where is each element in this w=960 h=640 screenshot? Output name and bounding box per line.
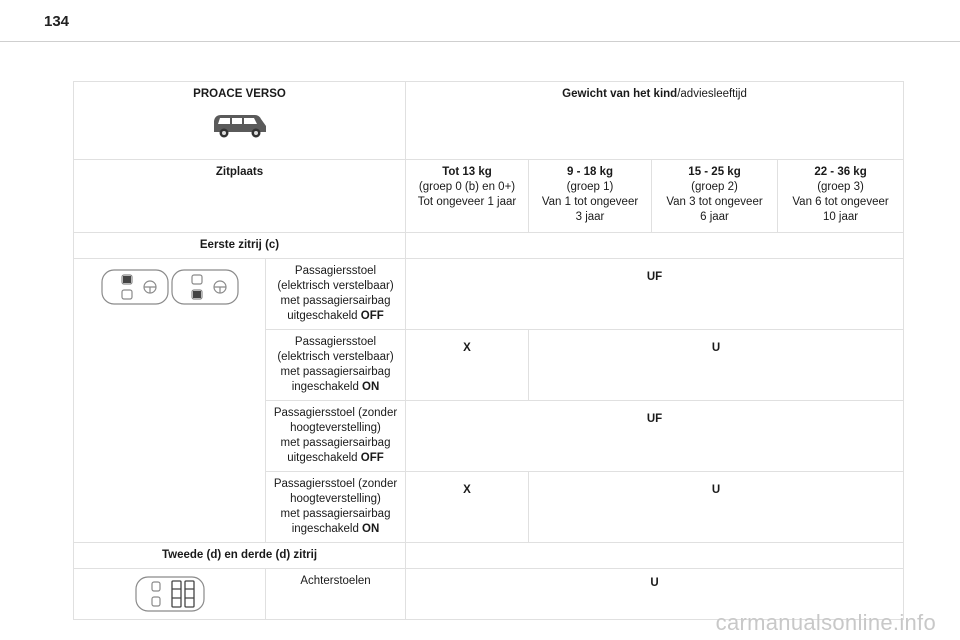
rear-seat-image-cell <box>74 569 266 620</box>
value-cell: X <box>406 330 529 401</box>
group-line: (groep 3) <box>817 181 864 193</box>
group-cell <box>529 160 652 233</box>
group-line: 10 jaar <box>822 211 859 223</box>
group-cell <box>406 160 529 233</box>
group-title: 15 - 25 kg <box>688 166 741 178</box>
group-line: Van 1 tot ongeveer <box>541 196 639 208</box>
rear-seats-diagram-icon <box>132 574 208 614</box>
model-header-cell <box>74 82 406 160</box>
seat-label: Zitplaats <box>74 160 406 233</box>
group-title: 9 - 18 kg <box>567 166 614 178</box>
seat-description: Passagiersstoel (zonder hoogteverstelling) met passagiersairbag ingeschakeld ON <box>266 472 406 543</box>
seat-description: Passagiersstoel (zonder hoogteverstelling) met passagiersairbag uitgeschakeld OFF <box>266 401 406 472</box>
group-line: (groep 1) <box>566 181 614 193</box>
group-line: 6 jaar <box>700 211 729 223</box>
group-cell <box>778 160 904 233</box>
front-seat-diagram-icon <box>100 267 240 307</box>
model-name: PROACE VERSO <box>193 88 286 100</box>
group-line: (groep 0 (b) en 0+) <box>418 181 516 193</box>
weight-header-rest: /adviesleeftijd <box>677 88 747 100</box>
rear-seat-label: Achterstoelen <box>266 569 406 620</box>
section-empty-cell <box>406 233 904 259</box>
section-front-label: Eerste zitrij (c) <box>74 233 406 259</box>
value-cell: U <box>529 472 904 543</box>
top-divider <box>0 41 960 42</box>
front-seat-image-cell <box>74 259 266 543</box>
weight-header-cell <box>406 82 904 160</box>
weight-header-bold: Gewicht van het kind <box>562 88 678 100</box>
group-title: Tot 13 kg <box>442 166 492 178</box>
watermark: carmanualsonline.info <box>715 610 936 635</box>
value-cell: X <box>406 472 529 543</box>
group-line: Tot ongeveer 1 jaar <box>417 196 517 208</box>
value-cell: U <box>406 569 904 620</box>
value-cell: U <box>529 330 904 401</box>
group-line: Van 3 tot ongeveer <box>666 196 763 208</box>
value-cell: UF <box>406 259 904 330</box>
child-seat-table <box>73 81 904 620</box>
van-icon <box>211 112 269 140</box>
value-cell: UF <box>406 401 904 472</box>
section-empty-cell <box>406 543 904 569</box>
seat-description: Passagiersstoel (elektrisch verstelbaar) met passagiersairbag uitgeschakeld OFF <box>266 259 406 330</box>
group-title: 22 - 36 kg <box>814 166 867 178</box>
page-number: 134 <box>44 13 70 30</box>
group-line: Van 6 tot ongeveer <box>792 196 889 208</box>
group-line: 3 jaar <box>575 211 605 223</box>
group-cell <box>652 160 778 233</box>
group-line: (groep 2) <box>691 181 738 193</box>
seat-description: Passagiersstoel (elektrisch verstelbaar) met passagiersairbag ingeschakeld ON <box>266 330 406 401</box>
section-rear-label: Tweede (d) en derde (d) zitrij <box>74 543 406 569</box>
